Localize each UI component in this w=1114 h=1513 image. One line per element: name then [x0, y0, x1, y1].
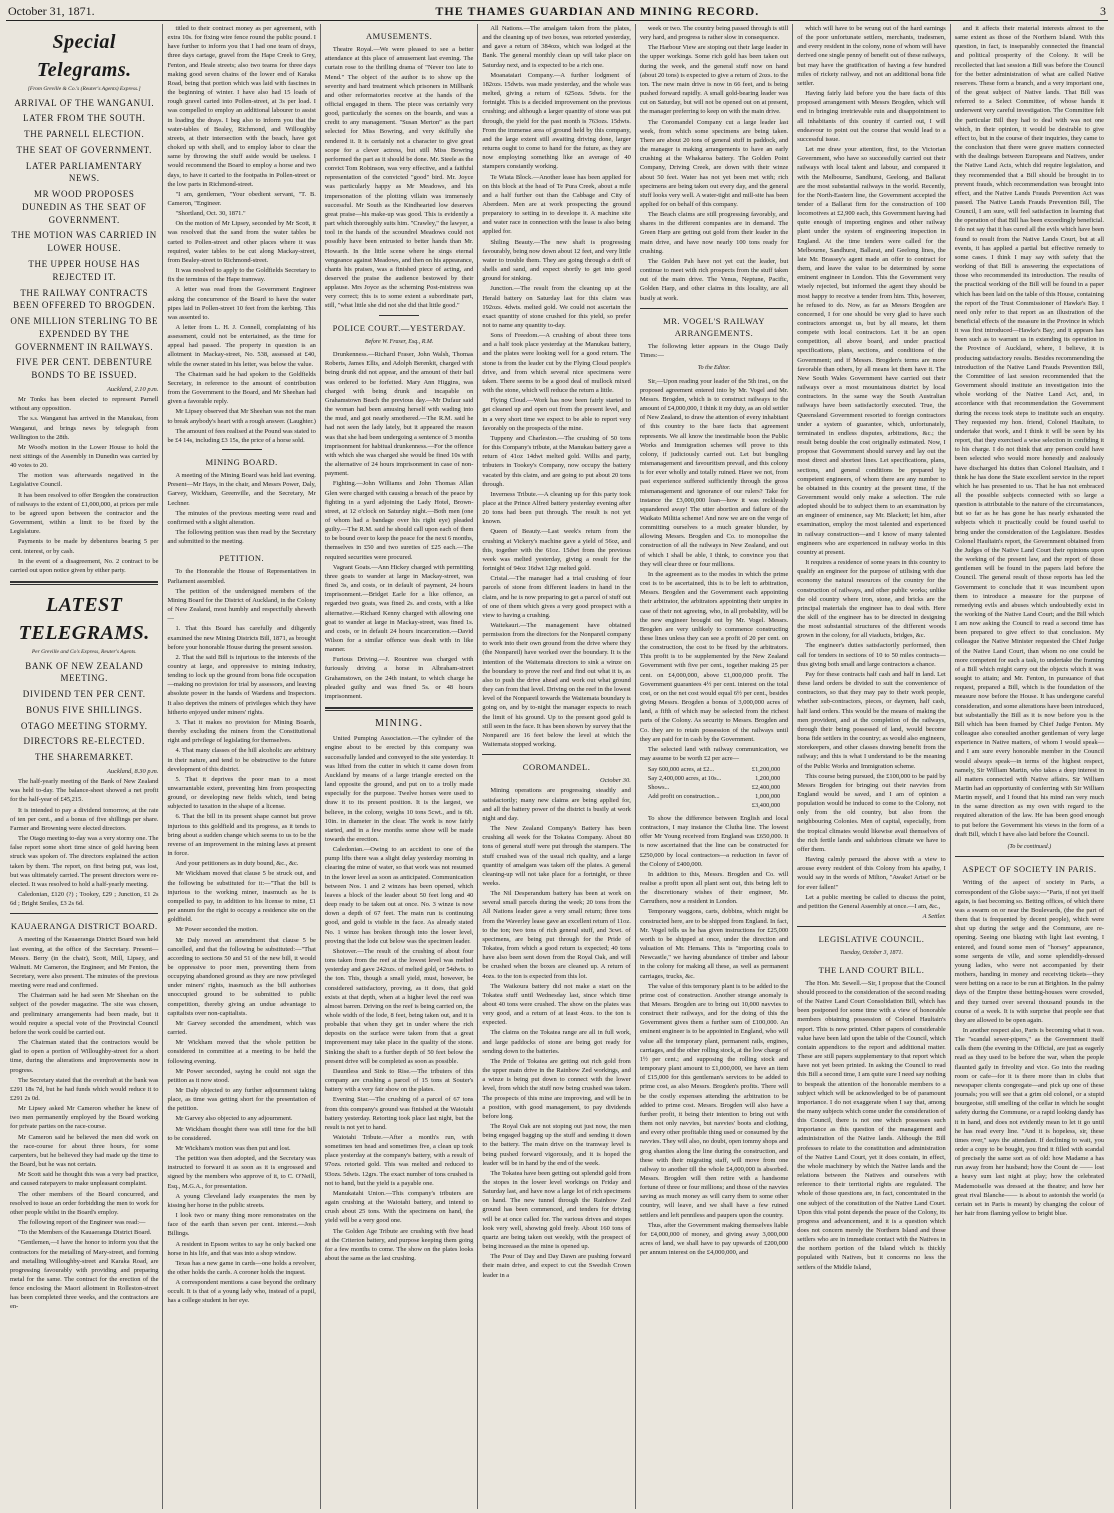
column-1 — [6, 24, 163, 1509]
paragraph: Furious Driving.—J. Rountree was charged with furiously driving a horse in Albraham-street Grahamstown, on the 24th instant, to which charge he pleaded guilty and was fined 5s. or 48 hours imprisonment. — [324, 656, 474, 700]
paragraph: "To the Members of the Kauaeranga District Board. — [18, 1229, 152, 1237]
paragraph: A meeting of the Kauaeranga District Board was held last evening, at the office of the Secretary. Present—Messrs. Berry (in the chair), Scott, Mill, Lipsey, and Walnutt. Mr Cameron, the Engineer, and Mr Fenton, the Secretary, were also present. The minutes of the previous meeting were read and confirmed. — [10, 936, 159, 990]
telegram-headline: THE SHAREMARKET. — [35, 752, 134, 763]
telegram-headline: DIVIDEND TEN PER CENT. — [22, 689, 146, 700]
columns — [6, 24, 1108, 1509]
paragraph: The Pride of Tokatea are getting out rich gold from the upper main drive in the Rainbow Zed workings, and a winze is being put down to connect with the lower level, from which the stuff now being crushed was taken. The prospects of this mine are improving, and will be in a position, with good management, to pay dividends before long. — [482, 1057, 631, 1120]
paragraph: The half-yearly meeting of the Bank of New Zealand was held to-day. The balance-sheet showed a net profit for the half-year of £45,215. — [10, 778, 159, 804]
newspaper-title: THE THAMES GUARDIAN AND MINING RECORD. — [435, 3, 760, 18]
paragraph: Shotover.—The result of the crushing of about four tons taken from the reef at the lowest level was melted yesterday and gave 242ozs. of melted gold, or 54dwts. to the ton. This, though a small yield, must, however, be considered satisfactory, proving, as it does, that gold exists at that depth, when at a higher level the reef was almost barren. Driving on the reef is being carried on, the whole width of the lode, 8 feet, being taken out, and it is probable that when they get in under where the rich deposits on the surface were taken from that a great improvement may take place in the quality of the stone. Sinking the shaft to a further depth of 50 feet below the present drive will be completed as soon as possible. — [324, 947, 474, 1065]
paragraph: Cristal.—The manager had a trial crushing of four parcels of stone from different leaders in hand in the claim, and he is now preparing to get a parcel of stuff out of one of them which gives a very good prospect with a view to having a crushing. — [482, 575, 631, 619]
dateline: Auckland, 8.30 p.m. — [106, 767, 159, 775]
paragraph: 6. That the bill in its present shape cannot but prove injurious to this goldfield and its progress, as it tends to bring about a sudden change which seems to us to be the reverse of an improvement in the mining laws at present in force. — [167, 813, 316, 858]
paragraph: The Coromandel Company cut a large leader last week, from which some specimens are being taken. There are about 20 tons of general stuff in paddock, and the manager is making arrangements to have an early crushing at the Whakaroa battery. The Golden Point Company, Driving Creek, are down with their winze about 50 feet. Water has not yet been met with; rich specimens are being taken out every day, and the general stuff looks very well. A water-tight and mill-site has been applied for on behalf of this company. — [639, 118, 789, 208]
paragraph: It requires a residence of some years in this country to qualify an engineer for the purpose of utilising with due economy the natural resources of the country for the construction of railways, and other public works; unlike the old country where iron, stone, and bricks are the principal materials the engineer has to deal with. Here the skill of the engineer has to be directed in designing the most substantial structures of the different woods grown in the colony, for all viaducts, bridges, &c. — [797, 559, 946, 640]
paragraph: The engineer's duties satisfactorily performed, then call for tenders in sections of 10 to 50 miles contracts—thus giving both small and large contractors a chance. — [797, 642, 946, 668]
telegram-body — [10, 395, 158, 575]
paragraph: "Shortland, Oct. 30, 1871." — [175, 210, 246, 218]
paragraph: United Pumping Association.—The cylinder of the engine about to be erected by this company was successfully landed and conveyed to the site yesterday. It was lifted from the cutter in which it came down from Auckland by means of a large triangle erected on the land opposite the ground, and put on to a trolly made especially for the purpose. Twelve horses were used to draw it to its present position. It is the largest, we believe, in the colony, weighs 10 tons 5cwt., and is 6ft. 10in. in diameter in the clear. The work is now fairly started, and in a few months some show will be made towards the erection. — [324, 735, 474, 844]
dateline: Auckland, 2.10 p.m. — [106, 385, 159, 393]
paragraph: Manukatahi Union.—This company's tributers are again crushing at the Waiotahi battery, and intend to crush about 25 tons. With the specimens on hand, the yield will be a very good one. — [324, 1189, 474, 1225]
coromandel-continued-body — [640, 24, 788, 303]
paragraph: The Hon. Mr. Sewell.—Sir, I propose that the Council should proceed to the consideration of the second reading of the Native Land Court Consolidation Bill, which has been postponed for some time with a view of honorable members obtaining possession of Colonel Haultain's report. This is now printed. Other papers of considerable value have been laid upon the table of the Council, which contain appendices to the report and additional matter. These are still papers supplementary to that report which have not yet been printed. In asking the Council to read this Bill a second time, I am quite sure I need say nothing to bespeak the attention of the honorable members to a subject which will be acknowledged to be of paramount importance. I do not exaggerate when I say that, among the many subjects which come under the consideration of this Council, there is not one which possesses such importance as this question of the management and administration of the Native lands. Although the Bill professes to relate to the constitution and administration of the Native Land Court, yet it does contain, in effect, the whole machinery by which the Native lands and the relations between the Natives and ourselves with reference to their territorial rights are regulated. The whole of those questions are, in fact, concentrated in the one subject of the constitution of the Native Land Court. Upon this vital point depends the peace of the Colony, its progress and advancement, and it is a question which does not concern merely the Northern Island and those settlers who are in immediate contact with the Natives in the northern portion of the Island which is thickly populated with Natives, but it concerns no less the settlers of the Middle Island, — [797, 979, 946, 1271]
mining-continued-body — [482, 24, 630, 749]
paragraph: I look two or many thing more remonstrates on the face of the earth than seven per cent. interest.—Josh Billings. — [167, 1212, 316, 1238]
short-rule — [379, 315, 419, 316]
paragraph: Mr Cameron said he believed the men did work on the race-course for about three hours, for some carpenters, but he believed they had made up the time to the Board, but he was not certain. — [10, 1133, 159, 1169]
paragraph: 1. That this Board has carefully and diligently examined the new Mining Districts Bill, 1871, as brought before your honorable House during the present session. — [167, 625, 316, 651]
telegram-headline: FIVE PER CENT. DEBENTURE BONDS TO BE ISSUED. — [16, 357, 153, 381]
paragraph: The other members of the Board concurred, and resolved to issue an order forbidding the men to work for other people whilst in the Board's employ. — [10, 1190, 159, 1216]
paragraph: Waiotahi Tribute.—After a month's run, with sometimes ten head and sometimes five, a clean up took place yesterday at the company's battery, with a result of 97ozs. retorted gold. This was melted and reduced to 93ozs. 5dwts. 12grs. The exact number of tons crushed is not to hand, but the yield is a payable one. — [324, 1134, 474, 1187]
paragraph: A meeting of the Mining Board was held last evening. Present—Mr Hays, in the chair, and Messrs Power, Daly, Garvey, Wickham, Greenville, and the Secretary, Mr Lechner. — [167, 472, 316, 507]
dateline: October 30. — [600, 777, 631, 785]
paragraph: The Royal Oak are not stoping out just now, the men being engaged bagging up the stuff and sending it down to the battery. The main drive on the tramway level is being pushed forward vigorously, and it is hoped the leader will be in hand by the end of the week. — [482, 1123, 631, 1167]
paragraph: Mr Wickham's motion was then put and lost. — [175, 1144, 291, 1152]
top-rule — [6, 20, 1108, 21]
paragraph: Mr Lipsey observed that Mr Sheehan was not the man to break anybody's heart with a rough answer. (Laughter.) — [167, 408, 316, 425]
paragraph: Texas has a new game in cards—one holds a revolver, the other holds the cards. A coroner holds the inquest. — [167, 1259, 316, 1276]
paragraph: Having calmly perused the above with a view to arouse every resident of this Colony from his apathy, I would say in the words of Milton, "Awake! Arise! or be for ever fallen!" — [797, 856, 946, 891]
paragraph: The motion was afterwards negatived in the Legislative Council. — [10, 472, 159, 489]
paragraph: Thus, after the Government making themselves liable for £4,000,000 of money, and giving away 3,000,000 acres of land, we shall have to pay upwards of £200,000 per annum interest on the £4,000,000, and — [639, 1221, 789, 1257]
table-cell-label: Add profit on construction... — [647, 793, 720, 801]
telegram-headline: LATER FROM THE SOUTH. — [23, 113, 146, 124]
paragraph: To the Honorable the House of Representatives in Parliament assembled. — [167, 568, 316, 585]
amusements-body — [325, 45, 473, 311]
page-number: 3 — [1100, 3, 1106, 18]
table-cell-label: Shows... — [647, 784, 670, 792]
paragraph: Let a public meeting be called to discuss the point, and petition the General Assembly at once.—I am, &c., — [797, 893, 946, 910]
paragraph: 2. That the said Bill is injurious to the interests of the country at large, and oppressive to mining industry, tending to lock up the ground from bona fide occupation—making no provision for trial by assessors, and leaving absolute power in the hands of Wardens and Inspectors. It also deprives the miners of privileges which they have hitherto enjoyed under miners' rights. — [167, 653, 316, 716]
paragraph: Fighting.—John Williams and John Thomas Allan Glen were charged with causing a breach of the peace by fighting in a yard adjoining the Lady Hotel, Brown-street, at 12 o'clock on Saturday night.—Both men (one of whom had a bandage over his right eye) pleaded guilty.—The R.M. said he should call upon each of them to be bound over to keep the peace for the next 6 months, themselves in £50 and two sureties of £25 each.—The required securities were procured. — [324, 480, 474, 561]
rule — [482, 754, 630, 755]
paragraph: Caledonian.—Owing to an accident to one of the pump lifts there was a slight delay yesterday morning in clearing the mine of water, so that work was not resumed in the lower level as soon as anticipated. Communication between Nos. 1 and 2 winzes has been opened, which leaves a block of the leader about 50 feet long and 40 deep ready to be taken out at once. No. 3 winze is now down a depth of 67 feet. The main run is continuing good, and gold is visible in the face. As already stated No. 1 winze has broken through into the lower level, proving that the lode cut below was the specimen leader. — [324, 846, 474, 945]
telegram-headlines — [10, 97, 158, 382]
table-row — [648, 766, 780, 775]
paragraph: Mr Power seconded, saying he could not sign the petition as it now stood. — [167, 1067, 316, 1084]
paragraph: Mr Daly objected to any further adjournment taking place, as time was getting short for the presentation of the petition. — [167, 1087, 316, 1113]
double-rule — [325, 707, 473, 711]
table-row — [648, 793, 780, 802]
telegram-headline: BONUS FIVE SHILLINGS. — [26, 704, 143, 715]
paragraph: Sir,—Upon reading your leader of the 5th inst., on the proposed agreement entered into by Mr. Vogel and Mr. Messrs. Brogden, which is to construct railways to the amount of £4,000,000, I think it my duty, as an old settler of New Zealand, to draw the attention of every inhabitant of this country to the bare facts that agreement represents. We all know the inestimable boon the Public Works and Immigration schemes will prove to this colony, if judiciously carried out. Let but bungling mismanagement and favouritism prevail, and this colony is for ever wholly and totally ruined. Have we not, from past experience suffered sufficiently through the gross mismanagement and ignorance of our rulers? Take for instance the £3,000,000 loan—how it was recklessly squandered away! The utter abortion and failure of the Waikato Militia scheme! And now we are on the verge of committing ourselves to a much greater blunder, by allowing Messrs. Brogden and Co. to monopolise the construction of all the railways in New Zealand, and out of which I shall be able, I think, to convince you that they will clear three or four millions. — [639, 377, 789, 568]
paragraph: Mining operations are progressing steadily and satisfactorily; many new claims are being applied for, and all the battery power of the district is busily at work night and day. — [482, 787, 631, 822]
paragraph: week or two. The country being passed through is still very hard, and progress is rather slow in consequence. — [639, 25, 789, 42]
masthead — [8, 2, 1106, 20]
table-row — [648, 784, 780, 793]
telegram-headline: THE SEAT OF GOVERNMENT. — [16, 144, 152, 155]
paragraph: Payments to be made by debentures bearing 5 per cent. interest, or by cash. — [10, 538, 159, 555]
letter-body-continued — [640, 814, 788, 1258]
paragraph: Mr Scott said he thought this was a very bad practice, and caused ratepayers to make unpleasant complaint. — [10, 1171, 159, 1188]
paragraph: 4. That many classes of the hill alcoholic are arbitrary in their nature, and tend to be obstructive to the future development of this district. — [167, 747, 316, 773]
paragraph: In the agreement as to the modes in which the prime cost is to be ascertained, this is to be left to arbitration, Messrs. Brogden and the Government each appointing their arbitrator, the arbitrators appointing their umpire in case of their not agreeing, who, in all probability, will be the new engineer brought out by Mr. Vogel. Messrs. Brogden are very unlikely to commence constructing these lines unless they can see a profit of 20 per cent. on the construction, the cost to be fixed by the arbitrators. This profit is to be supplemented by the New Zealand Government with five per cent., together making 25 per cent. on £4,000,000, above £1,000,000 profit. The Government guarantees 4½ per cent. interest on the total cost, or on the net cost would equal 6½ per cent., besides giving Messrs. Brogden a bonus of 3,000,000 acres of land, a fifth of which may be selected from the richest parts of the Colony. As security to Messrs. Brogden and Co. they are to retain possession of the railways until they are paid for in cash by the Government. — [639, 570, 789, 743]
to-be-continued: (To be continued.) — [1007, 843, 1052, 850]
mining-heading: MINING. — [375, 718, 424, 730]
column-3 — [321, 24, 478, 1509]
table-row — [648, 775, 780, 784]
paragraph: Mr Power seconded the motion. — [175, 926, 258, 934]
paragraph: A letter was read from the Government Engineer asking the concurrence of the Board to have the water pipes laid in Pollen-street 10 feet from the kerbing. This was assented to. — [167, 286, 316, 321]
paragraph: 3. That it makes no provision for Mining Boards, thereby excluding the miners from the Constitutional right and privilege of legislating for themselves. — [167, 718, 316, 745]
paragraph: Junction.—The result from the cleaning up at the Herald battery on Saturday last for this claim was 192ozs. 4dwts. melted gold. We could not ascertain the exact quantity of stone crushed for this yield, so prefer not to name any quantity to-day. — [482, 285, 631, 329]
paragraph: To show the difference between English and local contractors, I may instance the Clutha line. The lowest offer Mr Young received from England was £650,000. It is now ascertained that the line can be constructed for £250,000 by local contractors—a reduction in favor of the Colony of £400,000. — [639, 814, 789, 868]
telegram-headline: ONE MILLION STERLING TO BE EXPENDED BY THE GOVERNMENT IN RAILWAYS. — [10, 316, 159, 352]
paragraph: Drunkenness.—Richard Fraser, John Walsh, Thomas Roberts, James Ellis, and Adolph Berenkit, charged with being drunk did not appear, and the amount of their bail was ordered to be forfeited. Mary Ann Higgins, was charged with being drunk and incapable on Grahamstown Beach the previous day.—Mr Dufaur said the woman had been amusing herself with wading into the mud, and got nearly smothered.—The R.M. said he had not seen the lady lately, but it appeared the reason was that she had been undergoing a sentence of 3 months imprisonment for habitual drunkenness.—For the offence with which she was charged she would be fined 10s with the alternative of 24 hours imprisonment in case of non-payment. — [324, 351, 474, 478]
paris-society-heading: ASPECT OF SOCIETY IN PARIS. — [962, 864, 1097, 875]
paragraph: The Waikoura battery did not make a start on the Tokatea stuff until Wednesday last, since which time about 40 tons were crushed. The show on the plates was very good, and a return of at least 4ozs. to the ton is expected. — [482, 982, 631, 1027]
letter-signature: A Settler. — [922, 913, 946, 920]
paragraph: The petition of the undersigned members of the Mining Board for the District of Auckland, in the Colony of New Zealand, most humbly and respectfully sheweth— — [167, 587, 316, 623]
column-2 — [163, 24, 320, 1509]
kauaeranga-body — [10, 935, 158, 1311]
paragraph: Dauntless and Sink to Rise.—The tributers of this company are crushing a parcel of 15 tons at Souter's battery with a very fair show on the plates. — [324, 1067, 474, 1094]
paragraph: Tuppeny and Charleston.—The crushing of 50 tons for this Company's tribute, at the Manukau battery gave a return of 41oz 14dwt melted gold. Willis and party, tributers in Tookey's Company, now occupy the battery vacated by this claim, and are going to put about 20 tons through. — [482, 434, 631, 488]
paragraph: Mr Wickham moved that clause 5 be struck out, and the following be substituted for it:—"That the bill is injurious to the working miner, inasmuch as he is compelled to pay, in addition to his license to mine, £1 per annum for the right to occupy a residence site on the goldfield. — [167, 870, 316, 924]
paragraph: The Golden Pah have not yet cut the leader, but continue to meet with rich prospects from the stuff taken out of the main drive. The Venus, Neptune, Pacific, Golden Harp, and other claims in this locality, are all busily at work. — [639, 257, 789, 302]
to-editor-label: To the Editor. — [697, 365, 731, 372]
paragraph: Vagrant Goats.—Ann Hickey charged with permitting three goats to wander at large in Mackay-street, was fined 3s, and costs, or in default of payment, 24 hours imprisonment.—Bridget Earle for a like offence, as regarded two goats, was fined 2s. and costs, with a like alternative.—Richard Kenny charged with allowing one goat to wander at large in Mackay-street, was fined 1s. and costs, or in default 24 hours incarceration.—David Wilson for a similar offence was dealt with in like manner. — [324, 563, 474, 654]
paragraph: On the motion of Mr Lipsey, seconded by Mr Scott, it was resolved that the sand from the water tables be carted to Pollen-street and other places where it was required, water tables to be cut along Mackay-street, from Bealey-street to Richmond-street. — [167, 220, 316, 264]
paragraph: Mr Garvey also objected to any adjournment. — [175, 1115, 293, 1123]
kauaeranga-heading: KAUAERANGA DISTRICT BOARD. — [10, 921, 158, 932]
special-telegrams-title: Special Telegrams. — [36, 31, 132, 82]
paragraph: Mr Daly moved an amendment that clause 5 be cancelled, and that the following be substituted:—"That according to sections 50 and 51 of the new bill, it would be oppressive to poor men, preventing them from occupying abandoned ground as they are now privileged under miners' rights, inasmuch as the bill authorises unoccupied ground to be submitted to public competition, thereby giving an undue advantage to capitalists over non-capitalists. — [167, 936, 316, 1017]
coromandel-body — [482, 786, 630, 1279]
paragraph: Writing of the aspect of society in Paris, a correspondent of the Globe says:—"Paris, if not yet itself again, is fast becoming so. Betting offices, of which there was a swarm on or near the Boulevards, (the the part of them that is frequented by decent people), which were shut up during the seige and the Commune, are re-opening. Seeing one blazing with light last evening, I entered, and found some men of "horsey" appearance, some sergents de ville, and some splendidly-dressed young ladies, who were not accompanied by their mothers, handing in money and receiving tickets—they were betting on a race to be run at Brighton. In the palmy days of the Empire these betting-houses were crowded, and they turned over several thousand pounds in the course of a week. It is with surprise that people see that they are allowed to be open again. — [954, 879, 1105, 1024]
telegram-headline: THE RAILWAY CONTRACTS BEEN OFFERED TO BROGDEN. — [13, 287, 156, 311]
paris-society-body — [955, 878, 1104, 1218]
land-value-table — [648, 766, 780, 811]
paragraph: The Tokatea have been getting out splendid gold from the stopes in the lower level workings on Friday and Saturday last, and have now a large lot of rich specimens on hand. The new tunnel through the Rainbow Zed ground has been commenced, and tenders for driving will be at once called for. The various drives and stopes look very well, showing gold freely. About 160 tons of quartz are being taken out weekly, with the prospect of being increased as the mine is opened up. — [482, 1169, 631, 1251]
land-court-bill-subhead: THE LAND COURT BILL. — [818, 964, 925, 975]
paragraph: Mr Lipsey asked Mr Cameron whether he knew of two men permanently employed by the Board working for private parties on the race-course. — [10, 1105, 159, 1131]
paragraph: The Otago meeting to-day was a very stormy one. The false report some short time since of gold having been struck was spoken of. The directors explained the action taken by them. The report, on first being put, was lost, but was ultimately carried. The present directors were re-elected. It was resolved to hold a half-yearly meeting. — [10, 835, 159, 888]
paragraph: The amount of fees realised at the Pound was stated to be £4 14s, including £3 15s, the price of a horse sold. — [167, 427, 316, 444]
coromandel-heading: COROMANDEL. — [522, 762, 591, 773]
bench-line: Before W. Fraser, Esq., R.M. — [364, 338, 434, 345]
council-continued-body — [955, 24, 1104, 839]
paragraph: Theatre Royal.—We were pleased to see a better attendance at this place of amusement last evening. The curtain rose to the thrilling drama of "Never too late to Mend." The object of the author is to show up the severity and hard treatment which prisoners in Millbank and other reformatories receive at the hands of the official engaged in them. The piece was certainly very good, particularly the scenes on the boards, and was a credit to any management. "Susan Merton" as the part selected for Miss Bowring, and very skilfully she rendered it. It is certainly not a character to give great scope for a clever actress, but still Miss Bowring performed the part as it should be done. Mr. Steele as the convict Tom Robinson, was very effective, and a faithful representation of the convicted "good" bird. Mr. Joyce was particularly happy as Mr Meadows, and his impersonation of the plotting villain was immensely successful. Mr South as the Kindhearted low deserves great praise—his make-up was good. This is evidently a part which thoroughly suits him. "Crawley," the lawyer, a tool in the hands of the scoundrel Meadows could not possibly have been entrusted to better hands than Mr. Howarth. In the little scene where he sings eternal vengeance against Meadows, and then on his appearance, chants his praises, was a finished piece of acting, and deserved the praise the audience bestowed by their applause. Mrs Joyce as the scheming Post-mistress was very correct; this is to some extent a subordinate part, still, "what little she did not she did that little good." — [324, 46, 474, 310]
paragraph: It is intended to pay a dividend tomorrow, at the rate of ten per cent., and a bonus of five shillings per share. Farmer and Browning were elected directors. — [10, 806, 159, 832]
rule — [797, 926, 945, 927]
paragraph: Caledonian, £120 (?) ; Tookey, £29 ; Junction, £1 2s 6d ; Bright Smiles, £3 2s 6d. — [10, 890, 159, 908]
paragraph: And your petitioners as in duty bound, &c., &c. — [175, 860, 299, 868]
rule — [955, 856, 1104, 857]
paragraph: Having fairly laid before you the bare facts of this proposed arrangement with Messrs Brogden, which will end in bringing irretrievable ruin and disappointment to all inhabitants of this country if carried out, I will endeavour to point out the course that would lead to a successful issue. — [797, 90, 946, 143]
police-court-body — [325, 350, 473, 701]
paragraph: which will have to be wrung out of the hard earnings of the poor unfortunate settlers, merchants, tradesmen, and every resident in the colony, none of whom will have derived one single penny of benefit out of these railways, but may have the gratification of having a few hundred miles of rickety railway, and not an additional bona fide settler. — [797, 25, 946, 87]
latest-telegram-body — [10, 777, 158, 908]
paragraph: The Pour of Day and Day Dawn are pushing forward their main drive, and expect to cut the Swedish Crown leader in a — [482, 1253, 631, 1279]
paragraph: The Golden Age Tribute are crushing with five head at the Criterion battery, and purpose keeping them going for a few months to come. The show on the plates looks about the same as the last crushing. — [324, 1227, 474, 1263]
paragraph: The Chairman stated that the contractors would be glad to open a portion of Willoughby-street for a short time, during the alterations and improvements now in progress. — [10, 1039, 159, 1074]
mining-board-heading: MINING BOARD. — [205, 457, 278, 468]
council-body — [797, 979, 945, 1272]
police-court-heading: POLICE COURT.—YESTERDAY. — [332, 322, 466, 333]
paragraph: All Nations.—The amalgam taken from the plates, and the cleaning up of two boxes, was retorted yesterday, and gave a return of 384ozs, which was lodged at the Bank. The general monthly clean up will take place on Saturday next, and is expected to be a rich one. — [482, 25, 631, 69]
paragraph: In another respect also, Paris is becoming what it was. The "scandal sewer-pipers," as the Government itself calls them (the evening in the Official, are just as eagerly read as they used to be before the war, when the people flaunted gaily in frivolity and vice. Go into the reading room or cafe—for it is there more than in clubs that newspaper clients congregate—and pick up one of these journals; you will see that a grim old colonel, or a stupid bourgeoise, still smelling of the cellar in which he sought safety during the Commune, or a rapid looking dandy has it in hand, and does not evidently mean to let it go until he has read every line. "And it is hopeless, sir, these times over," says the attendant. If declining to wait, you order a copy to be bought, you find it filled with scandal of precisely the same sort as of old: how Madame a has run away from her husband; how the Count de —— lost a heavy sum last night at play; how the celebrated Mademoiselle was dressed at the theatre; and how her great rival Blanche—— is about to astonish the world (a certain set in Paris is meant) by changing the colour of her hair from flaming yellow to bright blue. — [954, 1026, 1105, 1218]
telegram-headline: BANK OF NEW ZEALAND MEETING. — [25, 660, 144, 684]
petition-body — [167, 567, 315, 1305]
paragraph: Evening Star.—The crushing of a parcel of 67 tons from this company's ground was finished at the Waiotahi battery yesterday. Retorting took place last night, but the result is not yet to hand. — [324, 1096, 474, 1131]
paragraph: In the event of a disagreement, No. 2 contract to be carried out upon notice given by either party. — [10, 557, 159, 574]
paragraph: Temporary waggons, carts, dobbins, which might be constructed here, are to be shipped from England. In fact, Mr. Vogel tells us he has given instructions for £25,000 worth to be shipped at once, under the direction and valuation of Mr. Hemans. This is "importing coals to Newcastle," we having abundance of timber and labour in the colony for making all these, as well as permanent carriages, trucks, &c. — [639, 908, 789, 980]
double-rule — [10, 581, 158, 585]
latest-telegram-source: Per Greville and Co's Express, Reuter's Agents. — [31, 648, 137, 655]
mining-board-body — [167, 471, 315, 546]
paragraph: Moanataiari Company.—A further lodgment of 182ozs. 15dwts. was made yesterday, and the whole was melted, giving a return of 625ozs. 5dwts. for the fortnight. This is a decided improvement on the previous crushing; and although a larger quantity of stone was put through, the yield for the past month is 763ozs. 15dwts. From the immense area of ground held by this company, and the large extent still awaiting driving done, larger returns ought to come to hand for the future, as they are now employing something like an average of 40 stampers constantly working. — [482, 71, 631, 171]
council-date: Tuesday, October 3, 1871. — [839, 950, 903, 957]
latest-headlines — [10, 660, 158, 764]
table-cell-value: 1,000,000 — [755, 793, 781, 801]
paragraph: Sons of Freedom.—A crushing of about three tons and a half took place yesterday at the Manukau battery, and the plates were looking well for a good return. The stone is from the leader cut by the Flying Cloud people's drive, and from which several nice specimens were taken. There seems to be a good deal of mullock mixed with the stone, which will reduce the return a little. — [482, 332, 631, 395]
table-cell-label: Say 2,400,000 acres, at 10s... — [647, 775, 722, 783]
paragraph: It has been resolved to offer Brogden the construction of railways to the extent of £1,000,000, at prices per mile to be agreed upon between the contractor and the Government, within a limit to be fixed by the Legislature. — [10, 491, 159, 536]
paragraph: The Chairman said he had seen Mr Sheehan on the subject of the powder magazine. The site was chosen, and preliminary arrangements had been made, but it would require a special vote of the Provincial Council before the work could be carried out. — [10, 992, 159, 1036]
paragraph: The Nil Desperandum battery has been at work on several small parcels during the week; 20 tons from the All Nations leader gave a very small return; three tons from the Waverley lease gave an excellent return of 11oz. to the ton; two tons of rich general stuff, and 3cwt. of specimens, are being put through for the Pride of Tokatea, from which a good return is expected; 40 tons have also been sent down from the Royal Oak, and will be crushed when the boxes are cleaned up. A return of 4ozs. to the ton is expected from this lot. — [482, 890, 631, 980]
paragraph: Flying Cloud.—Work has now been fairly started to get cleaned up and open out from the present level, and in a very short time we expect to be able to report very favorably on the prospects of the mine. — [482, 397, 631, 432]
telegram-headline: MR WOOD PROPOSES DUNEDIN AS THE SEAT OF GOVERNMENT. — [22, 189, 147, 225]
paragraph: A young Cleveland lady exasperates the men by kissing her horse in the public streets. — [167, 1192, 316, 1209]
paragraph: The Harbour View are stoping out their large leader in the upper workings. Some rich gold has been taken out during the week, and the general stuff now on hand (about 20 tons) is expected to give a return of 2ozs. to the ton. The new main drive is now in 66 feet, and is being pushed forward rapidly. A small gold-bearing leader was cut on Saturday, but will not be opened out on at present, the manager preferring to keep on with the main drive. — [639, 44, 789, 116]
paragraph: titled to their contract money as per agreement, with extra 10s. for fixing wire fence round the public pound. I have further to inform you that I had one team of drays, three days cartage, gravel from the Hape Creek to Grey, Fenton, and Heale streets; also two teams for three days making good seven chains of the lower end of Karaka Road, being that portion which was laid with fascines in the beginning of winter. I have also had 15 loads of rough gravel carted into Pollen-street, at 3s per load. I was compelled to employ an additional labourer to assist in loading the drays. I beg also to inform you that the water-tables of Bealey, Richmond, and Willoughby streets, at their intersection with the beach, have got choked up with shell, and to employ labor to clear the same by throwing the stuff aside would be useless. I would recommend the Board to employ a horse and two days, to have it carted to the footpaths in Pollen-street or the low parts in Richmond-street. — [167, 25, 316, 188]
column-7 — [951, 24, 1108, 1509]
paragraph: The following report of the Engineer was read:— — [18, 1219, 146, 1227]
vogel-railway-heading: MR. VOGEL'S RAILWAY ARRANGEMENTS. — [663, 315, 765, 338]
column-4 — [478, 24, 635, 1509]
paragraph: A correspondent mentions a case beyond the ordinary occult. It is that of a young lady who, instead of a pupil, has a college student in her eye. — [167, 1279, 316, 1305]
table-cell-value: £2,400,000 — [751, 784, 781, 792]
column-6 — [793, 24, 950, 1509]
table-row — [648, 802, 780, 811]
paragraph: "I am, gentlemen, "Your obedient servant, "T. B. Cameron, "Engineer. — [167, 190, 316, 207]
paragraph: Shiling Beauty.—The new shaft is progressing favourably, being now down about 12 feet, and very little water to trouble them. They are going through a drift of shells and sand, and expect shortly to get into good ground for sinking. — [482, 238, 631, 283]
paragraph: Queen of Beauty.—Last week's return from the crushing at Vickery's machine gave a yield of 56oz, and this, together with the 61oz. 15dwt from the previous week was melted yesterday, giving a result for the fortnight of 94oz 16dwt 12gr melted gold. — [482, 528, 631, 573]
paragraph: Inverness Tribute.—A cleaning up for this party took place at the Prince Alfred battery yesterday evening after 20 tons had been put through. The result is not yet known. — [482, 490, 631, 526]
paragraph: A letter from L. H. J. Connell, complaining of his assessment, could not be entertained, as the time for appeal had passed. The property in question is an allotment in Mackay-street, No. 538, assessed at £40, while the owner stated in his letter, was below the value. — [167, 324, 316, 368]
paragraph: and it affects their material interests almost to the same extent as those of the Northern Island. With this question, in fact, is inseparably connected the financial and political prosperity of the Colony. It will be recollected that last session a Bill was before the Council for the better administration of what are called Native reserves. These form a branch, and a very important one, of the great subject of Native lands. That Bill was referred to a Select Committee, of whose hands it underwent very careful investigation. The Committee felt the particular Bill they had to deal with was not one which, in their opinion, it would be desirable to give effect to, but in the course of their inquiries, they came to the conclusion that there were grave matters connected with the dealings between Europeans and Natives, under the Native Land Acts, which did require legislation, and they recommended that a Bill should be brought in to prevent frauds, which recommendation was brought into effect, and the Native Lands Frauds Prevention Act was passed. The Native Lands Frauds Prevention Bill, The Council, I am sure, will feel satisfaction in learning that the operation of that Bill has been exceedingly beneficial. I do not say that it has cured all the evils which have been found to result from the Native Lands Court, but at all events, it has applied a partial but effective remedy to some cases. I think I may say with safety that the working of that Bill is answering the expectations of those who recommended its introduction. The results of the practical working of the Bill will be found in a paper which has been laid on the table of this House, containing the report of the Trust Commissioner of Hawke's Bay. I need only refer to that report as an illustration of the beneficial effects of the measure in the Province in which it was first introduced—Hawke's Bay; and it appears has been such as to warrant us in extending its operation in the Province of Auckland, where, I believe, it is producing satisfactory results. Besides recommending the introduction of the Native Land Frauds Prevention Bill, the Committee of last session recommended that the Government should institute an investigation into the whole working of the Native Land Act, and, in accordance with that recommendation the Government during the recess took steps to institute such an enquiry. They requested my hon. friend, Colonel Haultain, to undertake that work, and I think it will be seen by his report, that they exercised a wise selection in confiding it to his charge. I do not think that any person could have been selected who would more honestly and zealously have discharged his duties than Colonel Haultain, and I think he has done the State excellent service in the report which he has presented to us. That he has not embraced all the possible subjects connected with so large a question is attributable to the nature of the circumstances, but so far as he has gone he has nearly exhausted the subjects which it practically could be found useful to bring under the consideration of the Legislature. Besides Colonel Haultain's report, the Government obtained from the Judges of the Native Land Court their opinions upon the working of the present law, and the report of those gentlemen will be found in the papers laid before the Council. The general result of those reports has led the Government to conclude that it was incumbent upon them to introduce a measure for the purpose of remedying evils and abuses which undoubtedly exist in the working of the Native Land Court; and the Bill which I am now asking the Council to read a second time has been prepared to give effect to that conclusion. My colleague the Native Minister requested the Chief Judge of the Native Land Court, than whom no one could be more competent for such a task, to undertake the framing of a Bill which might carry out the objects which it was sought to attain; and Mr. Fenton, in pursuance of that request, prepared a Bill, which is the foundation of the measure now before the House. It has undergone careful consideration, and some alterations have been introduced, but substantially the Bill as it is now before you is the Bill which has been framed by Chief Judge Fenton. My colleague also consulted another gentleman of very large experience in Native matters, of whom I would speak—and I am sure every honorable member in the Council would always speak—in terms of the highest respect, namely, Sir William Martin, who takes a deep interest in all matters connected with Native affairs. Sir William Martin had an opportunity of conferring with Sir William Martin myself, and I found that his mind ran very much in the same direction as my own with regard to the required alteration of the law. He has been good enough to put before the Government his views in the form of a draft Bill, which I have also laid before the Council. — [954, 25, 1105, 838]
paragraph: Mr Tonks has been elected to represent Parnell without any opposition. — [10, 396, 159, 413]
paragraph: It was resolved to apply to the Goldfields Secretary to fix the terminus of the Hape tramway. — [167, 267, 316, 284]
telegram-headline: DIRECTORS RE-ELECTED. — [23, 736, 145, 747]
telegram-headline: THE UPPER HOUSE HAS REJECTED IT. — [28, 259, 141, 282]
paragraph: "Gentlemen,—I have the honor to inform you that the contractors for the metalling of Mary-street, and forming and metalling Willoughby-street and Karaka Road, are progressing favourably with providing and preparing metal for the same. The contract for the erection of the fence enclosing the Maori allotment in Rolleston-street has been completed three weeks, and the contractors are en- — [10, 1239, 159, 1311]
paragraph: The claims on the Tokatea range are all in full work, and large paddocks of stone are being got ready for sending down to the batteries. — [482, 1029, 631, 1055]
telegram-headline: THE MOTION WAS CARRIED IN LOWER HOUSE. — [11, 230, 157, 254]
paragraph: The minutes of the previous meeting were read and confirmed with a slight alteration. — [167, 509, 316, 526]
petition-label: PETITION. — [219, 553, 265, 564]
letter-conclusion-body — [797, 24, 945, 911]
table-cell-value: £1,200,000 — [751, 766, 781, 774]
paragraph: This course being pursued, the £100,000 to be paid by Messrs Brogden for bringing out their navvies from England would be saved, and I am of opinion a population would be induced to come to the Colony, not only from the old country, but also from the neighbouring Colonies. Men of capital, especially, from the tropical climates would likewise avail themselves of the rich fertile lands and salubrious climate we have to offer them. — [797, 772, 946, 853]
column-5 — [636, 24, 793, 1509]
letter-body — [640, 377, 788, 764]
paragraph: Mr Wickham moved that the whole petition be considered in committee at a meeting to be held the following evening. — [167, 1039, 316, 1065]
amusements-heading: AMUSEMENTS. — [366, 31, 433, 41]
paragraph: The Chairman said he had spoken to the Goldfields Secretary, in reference to the amount of contribution from the Government to the Board, and Mr Sheehan had given a favorable reply. — [167, 370, 316, 406]
paragraph: A resident in Epsom writes to say he only backed one horse in his life, and that was into a shop window. — [167, 1240, 316, 1257]
paragraph: Mr Wood's motion in the Lower House to hold the next sittings of the Assembly in Dunedin was carried by 40 votes to 20. — [10, 443, 159, 470]
letter-intro: The following letter appears in the Otago Daily Times:— — [639, 342, 789, 359]
telegram-source: [From Greville & Co.'s (Reuter's Agents) Express.] — [27, 85, 141, 92]
paragraph: The s.s. Wanganui has arrived in the Manukau, from Wanganui, and brings news by telegraph from Wellington to the 28th. — [10, 415, 159, 441]
paragraph: Mr Wickham thought there was still time for the bill to be considered. — [167, 1125, 316, 1142]
telegram-headline: LATER PARLIAMENTARY NEWS. — [25, 160, 143, 184]
paragraph: The petition was then adopted, and the Secretary was instructed to forward it as soon as it is engrossed and signed by the members who approve of it, to C. O'Neill, Esq., M.G.A., for presentation. — [167, 1155, 316, 1190]
paragraph: Te Wiata Block.—Another lease has been applied for on this block at the head of Te Pura Creek, about a mile and a half further out than the Cabbage and City of Aberdeen. Men are at work prospecting the ground preparatory to setting in to develope it. A machine site and water race in connection with the lease is also being applied for. — [482, 173, 631, 236]
paragraph: Pay for these contracts half cash and half in land. Let these land orders be divided to suit the convenience of contractors, so that they may pay to their work people, whether sub-contractors, pieces, or daymen, half cash, half land orders. This would be the means of making the men provident, and at the completion of the railways, through their being possessed of land, would become bona fide settlers in the country; as would also engineers, storekeepers, and other classes drawing benefit from the railway; and this is what I understand to be the meaning of the Public Works and Immigration scheme. — [797, 670, 946, 770]
paragraph: Waitekauri.—The management have obtained permission from the directors for the Nonpareil company to work into their own ground from the drive where they (the Nonpareil) have worked over the boundary. It is the intention of the Waitemata directors to sink a winze on the boundary to prove the reef and find out what it is, as also to push the drive ahead and work out what ground they can from that level. Driving on the reef in the lowest level of the Nonpareil towards the Waitemata boundary is going on, and by to-night the manager expects to reach the limit of his ground. Up to the present good gold is still seen in the face. It has been shown by survey that the Nonpareil are 16 feet below the level at which the Waitemata stopped working. — [482, 622, 631, 749]
telegram-headline: THE PARNELL ELECTION. — [24, 129, 145, 140]
table-cell-label: Say 600,000 acres, at £2... — [647, 766, 715, 774]
paragraph: In addition to this, Messrs. Brogden and Co. will realise a profit upon all plant sent out, this being left to the discretionary wishes of their engineer, Mr. Carruthers, now a resident in London. — [639, 870, 789, 906]
mining-body — [325, 734, 473, 1263]
paragraph: The New Zealand Company's Battery has been crushing all week for the Tokatea Company. About 80 tons of general stuff were put through the stampers. The stuff crushed was of the usual rich quality, and a large quantity of amalgam was taken off the plates. A general cleaning-up will not take place for a fortnight, or three weeks. — [482, 825, 631, 887]
latest-telegrams-title: LATEST TELEGRAMS. — [18, 594, 150, 645]
rule — [640, 308, 788, 309]
table-cell-value: £3,400,000 — [751, 801, 781, 809]
paragraph: The Beach claims are still progressing favorably, and shares in the different companies are in demand. The Green Harp are getting out gold from their leader in the main drive, and have now nearly 100 tons ready for crushing. — [639, 211, 789, 255]
paragraph: 5. That it deprives the poor man to a most unwarrantable extent, preventing him from prospecting ground, or developing new fields which, tend being subjected to taxation in the shape of a license. — [167, 775, 316, 811]
engineer-report-body — [167, 24, 315, 445]
paragraph: The Secretary stated that the overdraft at the bank was £291 18s 7d, but he had funds which would reduce it to £291 2s 0d. — [10, 1076, 159, 1103]
paragraph: The value of this temporary plant is to be added to the prime cost of construction. Another strange anomaly is that Messrs. Brogden are to bring out 10,000 navvies to construct their railways, and for the doing of this the Government gives them a further sum of £100,000. An eminent engineer is to be appointed in England, who will value all the temporary plant, permanent rails, engines, carriages, and the other rolling stock, at the low charge of 1½ per cent.; and supposing the rolling stock and temporary plant amount to £1,000,000, we have an item of £15,000 for this gentleman's services to be added to prime cost, as also Messrs. Brogden's profits. There will be the costly expenses attending the arbitration to be added to prime cost. Messrs. Brogden will also have a further profit, it being their intention to bring out with them not only navvies, but navvies' boots and clothing, and every other profitable thing used or consumed by the navvies. They will also, no doubt, open tommy shops and grog shanties along the line during the construction, and these with their migrating staff, will move from one railway to another till the whole £4,000,000 is absorbed. Messrs. Brogden will then retire with a handsome fortune of three or four millions; and those of the navvies saving as much money as will carry them to some other country, will leave, and we shall have a few ruined settlers and left penniless and paupers upon the country. — [639, 982, 789, 1219]
telegram-headline: ARRIVAL OF THE WANGANUI. — [14, 97, 155, 108]
telegram-headline: OTAGO MEETING STORMY. — [20, 720, 148, 731]
rule — [10, 913, 158, 914]
table-cell-value: 1,200,000 — [755, 775, 781, 783]
paragraph: Let me draw your attention, first, to the Victorian Government, who have so successfully carried out their railways with local talent and labour, and compared it with the Melbourne, Sandhurst, Geelong, and Ballarat are the most substantial railways in the world. Recently, for the North-Eastern line, the Government accepted the tender of a Ballarat firm for the construction of 100 locomotives at £2,900 each, this Government having had quite enough of importing engines and other railway plant under the system of engineering inspection in England. At the time tenders were called for the Melbourne, Sandhurst, Ballarat, and Geelong lines, the late Mr. Brassey's agent made an offer to contract for them, and leave the value to be determined by some eminent engineer in London. This the Government very wisely rejected, but informed the agent they should be most happy to receive a tender from him. This, however, he refused to do. Now, as far as Messrs Brogden are concerned, I for one should be very glad to have such contractors amongst us, but by all means, let them compete with local contractors. Let it be an open competition, all above board, and under practical specifications, plans, sections, and conditions of the Government; and if Messrs. Brogden's terms are more favorable than others, by all means let them have it. The New South Wales Government have carried out their railways over a most mountainous district by local contractors. In the same way the South Australian railways have been satisfactorily executed. True, the Queensland Government resorted to foreign contractors under a system of guarantee, which, unfortunately, terminated in endless disputes, arbitrations, &c.; the result being double the cost originally estimated. Now, I propose that Government should survey and lay out the most direct and shortest lines. Let specifications, plans, sections, and general conditions be prepared by competent engineers, of whom there are any number to be obtained in this country at the present time, if the Government would only make a selection. The rule adopted should be to subject them to an examination by an engineer of eminence, say Mr. Blackett; let him, after examination, employ the most talented and experienced in railway construction—and I know of many talented engineers who are experienced in railway works in this country at present. — [797, 146, 946, 556]
issue-date: October 31, 1871. — [8, 3, 95, 18]
short-rule — [222, 449, 262, 450]
paragraph: The selected land with railway communication, we may assume to be worth £2 per acre— — [639, 745, 789, 763]
legislative-council-heading: LEGISLATIVE COUNCIL. — [818, 934, 925, 945]
paragraph: Mr Garvey seconded the amendment, which was carried. — [167, 1019, 316, 1037]
paragraph: The following petition was then read by the Secretary and submitted to the meeting. — [167, 529, 316, 546]
